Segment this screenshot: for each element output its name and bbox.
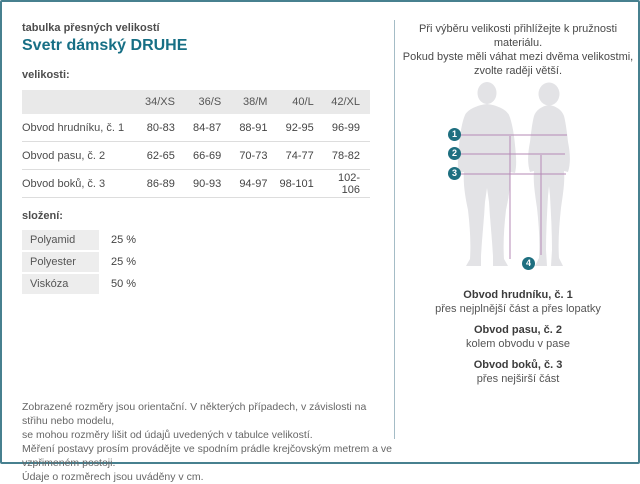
- disclaimer-line: Údaje o rozměrech jsou uváděny v cm.: [22, 471, 204, 483]
- measurement-description: přes nejplnější část a přes lopatky: [435, 303, 601, 315]
- sizes-table-header-row: [22, 90, 370, 114]
- material-percent: 50 %: [111, 278, 137, 290]
- size-column-header-empty: [22, 90, 139, 114]
- marker-2-waist: 2: [448, 147, 461, 160]
- table-row: [22, 142, 370, 170]
- list-item: [22, 230, 222, 250]
- material-name: Polyamid: [22, 230, 99, 250]
- size-value: 78-82: [324, 142, 370, 170]
- table-row: [22, 170, 370, 198]
- advice-line: zvolte raději větší.: [473, 65, 563, 77]
- sizes-section-label: velikosti:: [22, 69, 70, 81]
- marker-4-length: 4: [522, 257, 535, 270]
- measurement-title: Obvod boků, č. 3: [473, 359, 563, 371]
- size-value: 74-77: [277, 142, 323, 170]
- composition-section-label: složení:: [22, 210, 63, 222]
- size-value: 98-101: [277, 170, 323, 198]
- page-title: Svetr dámský DRUHE: [22, 37, 188, 54]
- size-column-header: 34/XS: [139, 90, 185, 114]
- row-label: Obvod hrudníku, č. 1: [22, 114, 139, 142]
- measurement-description: kolem obvodu v pase: [466, 338, 570, 350]
- list-item: [22, 274, 222, 294]
- size-value: 62-65: [139, 142, 185, 170]
- page-eyebrow: tabulka přesných velikostí: [22, 22, 160, 34]
- material-percent: 25 %: [111, 256, 137, 268]
- size-value: 86-89: [139, 170, 185, 198]
- size-value: 94-97: [231, 170, 277, 198]
- measurement-item: [400, 288, 636, 316]
- size-value: 70-73: [231, 142, 277, 170]
- disclaimer-line: Měření postavy prosím provádějte ve spodním prádle krejčovským metrem a ve vzpřimeném postoji.: [22, 443, 392, 469]
- size-value: 66-69: [185, 142, 231, 170]
- size-value: 84-87: [185, 114, 231, 142]
- disclaimer-line: Zobrazené rozměry jsou orientační. V některých případech, v závislosti na střihu nebo modelu,: [22, 401, 367, 427]
- body-measurement-diagram: [412, 80, 597, 275]
- marker-1-chest: 1: [448, 128, 461, 141]
- size-advice-text: [400, 22, 636, 78]
- measurement-title: Obvod pasu, č. 2: [473, 324, 563, 336]
- advice-line: Pokud byste měli váhat mezi dvěma velikostmi,: [402, 51, 634, 63]
- material-name: Viskóza: [22, 274, 99, 294]
- size-column-header: 36/S: [185, 90, 231, 114]
- size-value: 88-91: [231, 114, 277, 142]
- size-value: 90-93: [185, 170, 231, 198]
- size-value: 80-83: [139, 114, 185, 142]
- measurement-description: přes nejširší část: [476, 373, 560, 385]
- material-name: Polyester: [22, 252, 99, 272]
- size-column-header: 42/XL: [324, 90, 370, 114]
- measurement-legend: [400, 288, 636, 393]
- size-column-header: 40/L: [277, 90, 323, 114]
- row-label: Obvod pasu, č. 2: [22, 142, 139, 170]
- size-value: 92-95: [277, 114, 323, 142]
- measurement-item: [400, 323, 636, 351]
- composition-list: [22, 230, 222, 296]
- measurement-item: [400, 358, 636, 386]
- table-row: [22, 114, 370, 142]
- disclaimer-text: [22, 400, 394, 484]
- body-silhouettes-image: [412, 80, 597, 275]
- size-column-header: 38/M: [231, 90, 277, 114]
- size-value: 96-99: [324, 114, 370, 142]
- sizes-table: [22, 90, 370, 198]
- marker-3-hips: 3: [448, 167, 461, 180]
- measurement-title: Obvod hrudníku, č. 1: [463, 289, 573, 301]
- advice-line: Při výběru velikosti přihlížejte k pružnosti materiálu.: [418, 23, 618, 49]
- row-label: Obvod boků, č. 3: [22, 170, 139, 198]
- disclaimer-line: se mohou rozměry lišit od údajů uvedených v tabulce velikostí.: [22, 429, 313, 441]
- list-item: [22, 252, 222, 272]
- vertical-divider: [394, 20, 395, 439]
- material-percent: 25 %: [111, 234, 137, 246]
- size-value: 102-106: [324, 170, 370, 198]
